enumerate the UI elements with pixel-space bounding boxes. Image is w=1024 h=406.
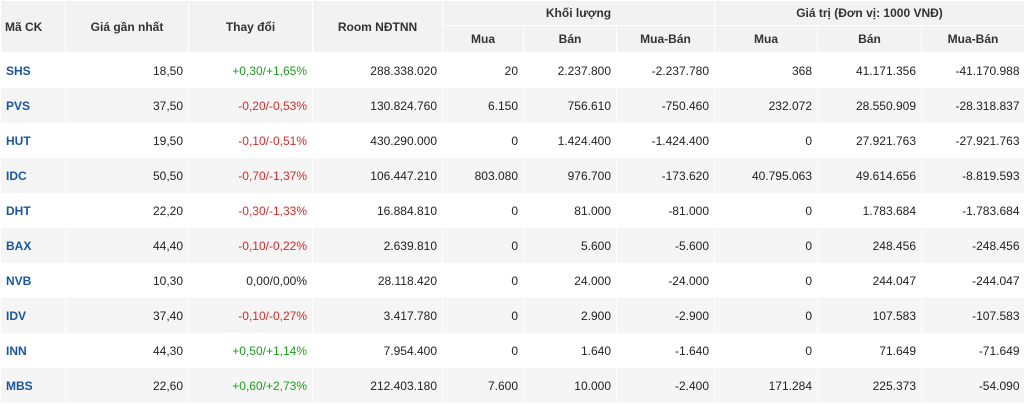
value-net-cell: -54.090 <box>922 368 1024 403</box>
volume-sell-cell: 2.237.800 <box>524 53 617 89</box>
table-row <box>1 53 1024 89</box>
volume-net-cell: -2.237.780 <box>617 53 715 89</box>
value-buy-cell: 0 <box>715 298 818 333</box>
foreign-room-cell: 130.824.760 <box>313 88 443 123</box>
volume-buy-cell: 0 <box>443 263 524 298</box>
value-buy-cell: 40.795.063 <box>715 158 818 193</box>
volume-sell-cell: 1.424.400 <box>524 123 617 158</box>
value-sell-cell: 107.583 <box>818 298 922 333</box>
value-net-cell: -27.921.763 <box>922 123 1024 158</box>
header-symbol: Mã CK <box>1 1 66 53</box>
header-value-net: Mua-Bán <box>922 26 1024 53</box>
volume-net-cell: -24.000 <box>617 263 715 298</box>
volume-sell-cell: 756.610 <box>524 88 617 123</box>
stock-symbol-link[interactable]: MBS <box>1 368 66 403</box>
price-change-cell: -0,20/-0,53% <box>189 88 313 123</box>
last-price-cell: 44,30 <box>66 333 189 368</box>
value-net-cell: -248.456 <box>922 228 1024 263</box>
table-row <box>1 333 1024 368</box>
foreign-room-cell: 212.403.180 <box>313 368 443 403</box>
price-change-cell: -0,10/-0,27% <box>189 298 313 333</box>
last-price-cell: 50,50 <box>66 158 189 193</box>
foreign-room-cell: 106.447.210 <box>313 158 443 193</box>
last-price-cell: 22,60 <box>66 368 189 403</box>
header-last-price: Giá gần nhất <box>66 1 189 53</box>
volume-buy-cell: 0 <box>443 298 524 333</box>
stock-symbol-link[interactable]: IDV <box>1 298 66 333</box>
volume-sell-cell: 2.900 <box>524 298 617 333</box>
price-change-cell: +0,30/+1,65% <box>189 53 313 89</box>
value-net-cell: -1.783.684 <box>922 193 1024 228</box>
price-change-cell: +0,60/+2,73% <box>189 368 313 403</box>
value-sell-cell: 244.047 <box>818 263 922 298</box>
table-row <box>1 368 1024 403</box>
last-price-cell: 44,40 <box>66 228 189 263</box>
header-volume-net: Mua-Bán <box>617 26 715 53</box>
value-sell-cell: 27.921.763 <box>818 123 922 158</box>
volume-net-cell: -2.900 <box>617 298 715 333</box>
price-change-cell: -0,10/-0,51% <box>189 123 313 158</box>
table-row <box>1 298 1024 333</box>
last-price-cell: 37,50 <box>66 88 189 123</box>
volume-buy-cell: 0 <box>443 193 524 228</box>
header-volume-group: Khối lượng <box>443 1 715 26</box>
value-sell-cell: 248.456 <box>818 228 922 263</box>
volume-sell-cell: 5.600 <box>524 228 617 263</box>
table-row <box>1 193 1024 228</box>
header-value-group: Giá trị (Đơn vị: 1000 VNĐ) <box>715 1 1024 26</box>
value-sell-cell: 41.171.356 <box>818 53 922 89</box>
stock-symbol-link[interactable]: HUT <box>1 123 66 158</box>
value-sell-cell: 1.783.684 <box>818 193 922 228</box>
volume-net-cell: -5.600 <box>617 228 715 263</box>
volume-buy-cell: 0 <box>443 333 524 368</box>
volume-net-cell: -1.424.400 <box>617 123 715 158</box>
volume-net-cell: -81.000 <box>617 193 715 228</box>
volume-net-cell: -2.400 <box>617 368 715 403</box>
stock-symbol-link[interactable]: NVB <box>1 263 66 298</box>
volume-sell-cell: 976.700 <box>524 158 617 193</box>
volume-net-cell: -1.640 <box>617 333 715 368</box>
stock-symbol-link[interactable]: IDC <box>1 158 66 193</box>
volume-buy-cell: 803.080 <box>443 158 524 193</box>
value-net-cell: -107.583 <box>922 298 1024 333</box>
header-value-sell: Bán <box>818 26 922 53</box>
table-row <box>1 123 1024 158</box>
table-row <box>1 228 1024 263</box>
price-change-cell: -0,10/-0,22% <box>189 228 313 263</box>
header-value-buy: Mua <box>715 26 818 53</box>
last-price-cell: 10,30 <box>66 263 189 298</box>
last-price-cell: 22,20 <box>66 193 189 228</box>
value-buy-cell: 368 <box>715 53 818 89</box>
foreign-room-cell: 288.338.020 <box>313 53 443 89</box>
header-change: Thay đổi <box>189 1 313 53</box>
value-sell-cell: 225.373 <box>818 368 922 403</box>
foreign-room-cell: 3.417.780 <box>313 298 443 333</box>
stock-symbol-link[interactable]: INN <box>1 333 66 368</box>
value-buy-cell: 0 <box>715 228 818 263</box>
volume-net-cell: -173.620 <box>617 158 715 193</box>
header-volume-buy: Mua <box>443 26 524 53</box>
foreign-room-cell: 2.639.810 <box>313 228 443 263</box>
foreign-room-cell: 7.954.400 <box>313 333 443 368</box>
volume-buy-cell: 0 <box>443 228 524 263</box>
volume-buy-cell: 7.600 <box>443 368 524 403</box>
value-buy-cell: 232.072 <box>715 88 818 123</box>
value-net-cell: -244.047 <box>922 263 1024 298</box>
volume-buy-cell: 0 <box>443 123 524 158</box>
price-change-cell: -0,70/-1,37% <box>189 158 313 193</box>
value-net-cell: -28.318.837 <box>922 88 1024 123</box>
last-price-cell: 19,50 <box>66 123 189 158</box>
value-sell-cell: 49.614.656 <box>818 158 922 193</box>
last-price-cell: 37,40 <box>66 298 189 333</box>
foreign-room-cell: 430.290.000 <box>313 123 443 158</box>
value-net-cell: -8.819.593 <box>922 158 1024 193</box>
value-net-cell: -41.170.988 <box>922 53 1024 89</box>
volume-sell-cell: 1.640 <box>524 333 617 368</box>
price-change-cell: 0,00/0,00% <box>189 263 313 298</box>
value-buy-cell: 0 <box>715 193 818 228</box>
volume-sell-cell: 10.000 <box>524 368 617 403</box>
volume-sell-cell: 24.000 <box>524 263 617 298</box>
stock-symbol-link[interactable]: SHS <box>1 53 66 89</box>
foreign-room-cell: 16.884.810 <box>313 193 443 228</box>
value-buy-cell: 0 <box>715 333 818 368</box>
value-buy-cell: 0 <box>715 263 818 298</box>
stock-symbol-link[interactable]: PVS <box>1 88 66 123</box>
header-volume-sell: Bán <box>524 26 617 53</box>
value-buy-cell: 171.284 <box>715 368 818 403</box>
table-row <box>1 88 1024 123</box>
price-change-cell: +0,50/+1,14% <box>189 333 313 368</box>
foreign-room-cell: 28.118.420 <box>313 263 443 298</box>
price-change-cell: -0,30/-1,33% <box>189 193 313 228</box>
volume-sell-cell: 81.000 <box>524 193 617 228</box>
volume-buy-cell: 20 <box>443 53 524 89</box>
value-buy-cell: 0 <box>715 123 818 158</box>
stock-symbol-link[interactable]: BAX <box>1 228 66 263</box>
header-foreign-room: Room NĐTNN <box>313 1 443 53</box>
value-sell-cell: 71.649 <box>818 333 922 368</box>
header-row-top <box>1 1 1024 26</box>
table-row <box>1 263 1024 298</box>
table-row <box>1 158 1024 193</box>
table-body <box>1 53 1024 404</box>
stock-symbol-link[interactable]: DHT <box>1 193 66 228</box>
volume-net-cell: -750.460 <box>617 88 715 123</box>
value-net-cell: -71.649 <box>922 333 1024 368</box>
last-price-cell: 18,50 <box>66 53 189 89</box>
value-sell-cell: 28.550.909 <box>818 88 922 123</box>
volume-buy-cell: 6.150 <box>443 88 524 123</box>
